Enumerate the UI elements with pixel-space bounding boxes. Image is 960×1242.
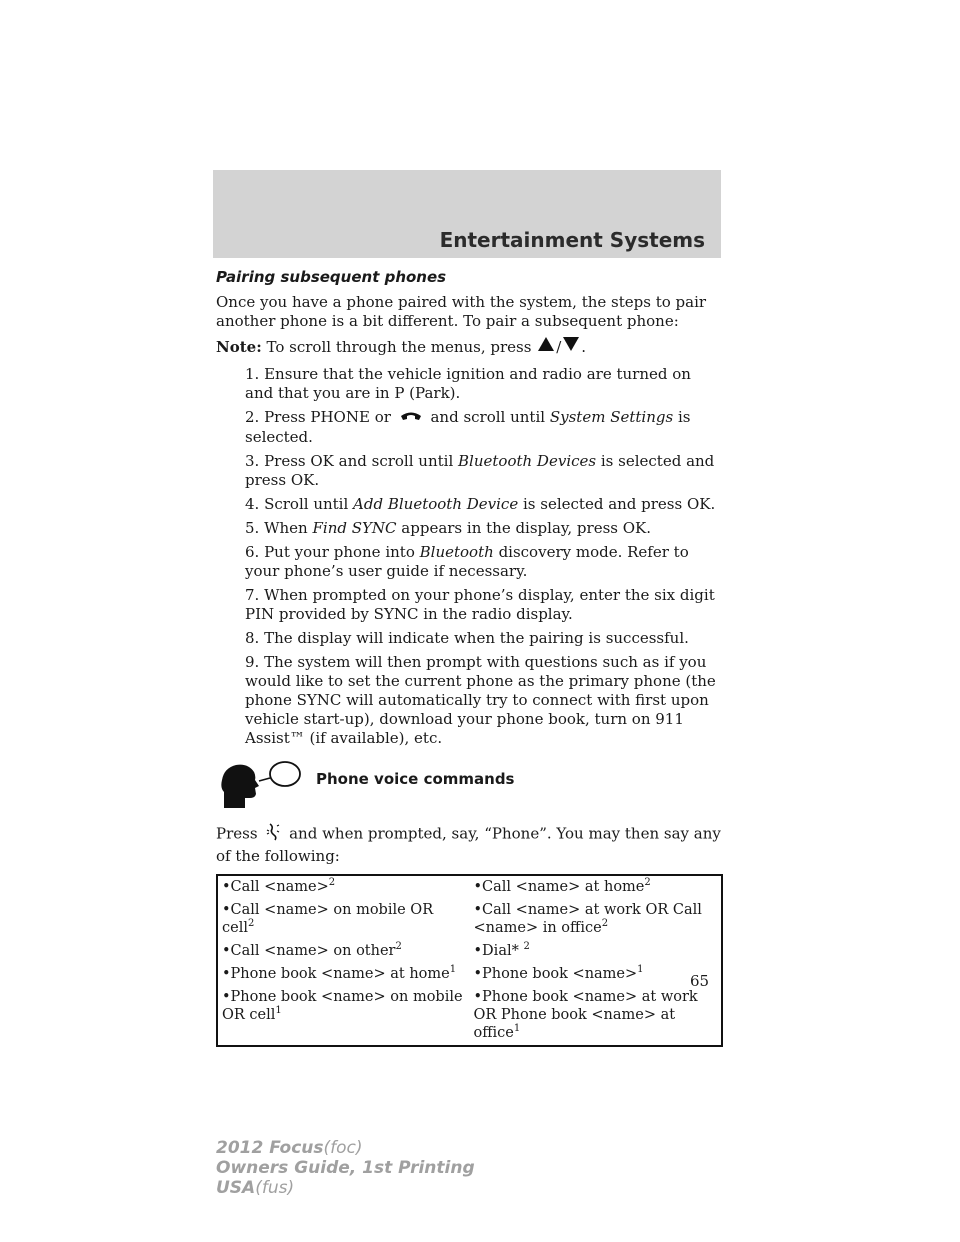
step-emphasis: Add Bluetooth Device — [353, 494, 519, 513]
page-content — [216, 268, 721, 1047]
arrow-down-icon — [563, 337, 579, 351]
voice-instruction-text: and when prompted, say, “Phone”. You may then say any of the following: — [216, 824, 721, 865]
command-cell — [470, 963, 723, 986]
footnote-marker: 2 — [644, 876, 651, 888]
footer-market: USA — [216, 1178, 256, 1198]
step-text: appears in the display, press OK. — [401, 518, 652, 537]
note-end: . — [581, 338, 587, 356]
print-footer — [216, 1138, 475, 1198]
command-cell — [470, 899, 723, 940]
step-item — [245, 452, 721, 490]
note-separator: / — [556, 338, 562, 356]
step-text: is selected and press OK. — [245, 451, 715, 489]
intro-paragraph: Once you have a phone paired with the system, the steps to pair another phone is a bit different. To pair a subsequent phone: — [216, 293, 707, 330]
step-text: 3. Press OK and scroll until — [245, 451, 454, 470]
command-text: •Phone book <name> — [473, 965, 638, 982]
step-item: 7. When prompted on your phone’s display, enter the six digit PIN provided by SYNC in the radio display. — [245, 585, 715, 623]
command-cell — [217, 940, 470, 963]
footnote-marker: 1 — [275, 1004, 282, 1016]
command-cell — [217, 963, 470, 986]
speaking-head-icon — [218, 758, 302, 815]
step-item — [245, 408, 721, 447]
step-emphasis: Find SYNC — [312, 518, 397, 537]
step-item: 8. The display will indicate when the pairing is successful. — [245, 628, 689, 647]
voice-commands-table — [216, 874, 723, 1047]
footnote-marker: 1 — [449, 963, 457, 975]
table-row — [217, 875, 722, 899]
footer-model-code: (foc) — [323, 1138, 363, 1158]
command-text: •Phone book <name> at work OR Phone book <name> at office — [473, 988, 698, 1041]
voice-button-icon — [266, 822, 280, 847]
command-cell — [470, 875, 723, 899]
table-row — [217, 940, 722, 963]
table-row — [217, 899, 722, 940]
step-emphasis: Bluetooth — [419, 542, 494, 561]
voice-commands-title: Phone voice commands — [316, 769, 515, 788]
table-row — [217, 963, 722, 986]
footnote-marker: 2 — [395, 940, 402, 952]
step-item — [245, 543, 721, 581]
chapter-title: Entertainment Systems — [439, 228, 705, 252]
step-text: 6. Put your phone into — [245, 542, 415, 561]
steps-list — [245, 365, 721, 748]
step-text: discovery mode. Refer to your phone’s user guide if necessary. — [245, 542, 689, 580]
command-cell — [217, 875, 470, 899]
page-number: 65 — [690, 972, 710, 990]
footer-line — [216, 1178, 475, 1198]
footer-model: 2012 Focus — [216, 1138, 324, 1158]
step-text: is selected. — [245, 408, 691, 446]
step-text: 4. Scroll until — [245, 494, 349, 513]
step-item: 9. The system will then prompt with questions such as if you would like to set the current phone as the primary phone (the phone SYNC will automatically try to connect with first upon vehicle start-up), download your phone book, turn on 911 Assist™ (if available), etc. — [245, 652, 716, 747]
step-item — [245, 495, 721, 514]
step-emphasis: Bluetooth Devices — [458, 451, 597, 470]
command-text: •Call <name> on other — [222, 942, 396, 959]
phone-icon — [400, 409, 422, 428]
voice-instruction — [216, 822, 721, 866]
footnote-marker: 1 — [637, 963, 644, 975]
voice-instruction-text: Press — [216, 824, 258, 842]
step-text: and scroll until — [430, 408, 546, 426]
footnote-marker: 2 — [601, 917, 609, 929]
command-text: •Call <name> at work OR Call <name> in office — [473, 901, 702, 936]
voice-commands-heading-block — [216, 758, 721, 818]
step-text: is selected and press OK. — [523, 494, 716, 513]
step-item: 1. Ensure that the vehicle ignition and radio are turned on and that you are in P (Park). — [245, 365, 691, 402]
command-text: •Call <name> — [222, 878, 329, 895]
command-text: •Call <name> at home — [473, 878, 645, 895]
arrow-up-icon — [538, 337, 554, 351]
command-text: •Phone book <name> on mobile OR cell — [222, 988, 463, 1023]
table-row — [217, 986, 722, 1046]
note-paragraph — [216, 337, 721, 357]
command-text: •Call <name> on mobile OR cell — [222, 901, 434, 936]
footer-market-code: (fus) — [255, 1178, 295, 1198]
step-item — [245, 519, 721, 538]
footnote-marker: 2 — [247, 917, 255, 929]
note-label: Note: — [216, 338, 262, 356]
step-text: 2. Press PHONE or — [245, 408, 391, 426]
step-text: 5. When — [245, 518, 308, 537]
command-cell — [217, 986, 470, 1046]
command-text: •Phone book <name> at home — [222, 965, 450, 982]
footnote-marker: 1 — [513, 1022, 521, 1034]
footer-line — [216, 1138, 475, 1158]
header-band — [213, 170, 721, 258]
command-cell — [470, 986, 723, 1046]
command-cell — [470, 940, 723, 963]
footnote-marker: 2 — [328, 876, 336, 888]
footnote-marker: 2 — [523, 940, 530, 952]
note-text: To scroll through the menus, press — [266, 338, 532, 356]
command-text: •Dial* — [473, 942, 524, 959]
footer-line: Owners Guide, 1st Printing — [216, 1158, 475, 1178]
section-title: Pairing subsequent phones — [216, 268, 447, 286]
step-emphasis: System Settings — [549, 408, 674, 426]
command-cell — [217, 899, 470, 940]
